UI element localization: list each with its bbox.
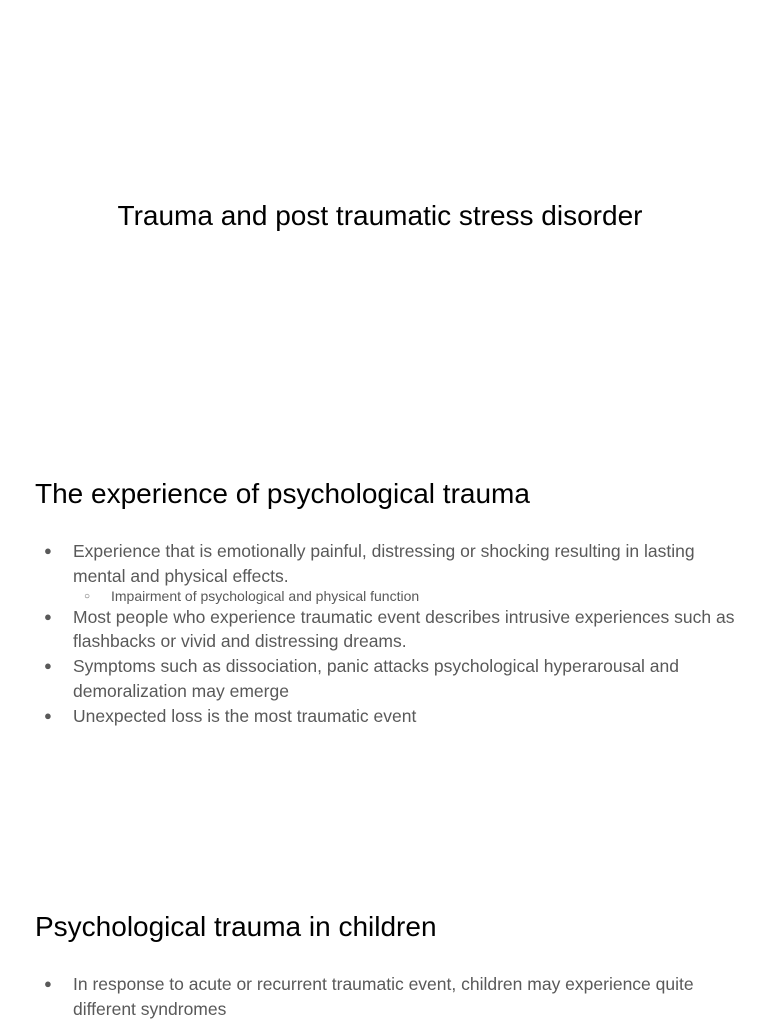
- slide-heading: The experience of psychological trauma: [35, 478, 530, 509]
- presentation-title: Trauma and post traumatic stress disorder: [117, 200, 643, 231]
- bullet-dot-icon: ●: [44, 543, 52, 558]
- bullet-dot-icon: ●: [44, 976, 52, 991]
- bullet-dot-icon: ●: [44, 608, 52, 624]
- sub-bullet-text: Impairment of psychological and physical function: [111, 587, 420, 604]
- bullet-text: Unexpected loss is the most traumatic event: [73, 705, 417, 726]
- slide-heading: Psychological trauma in children: [35, 911, 437, 942]
- bullet-text: Most people who experience traumatic event describes intrusive experiences such as flashbacks or vivid and distressing dreams.: [73, 606, 735, 652]
- bullet-dot-icon: ●: [44, 707, 52, 723]
- sub-bullet-ring-icon: ○: [84, 590, 91, 602]
- bullet-list: [0, 972, 768, 1022]
- bullet-text: In response to acute or recurrent traumatic event, children may experience quite different syndromes: [73, 974, 694, 1019]
- bullet-text: Symptoms such as dissociation, panic attacks psychological hyperarousal and demoralization may emerge: [73, 656, 680, 701]
- bullet-text: Experience that is emotionally painful, distressing or shocking resulting in lasting mental and physical effects.: [73, 541, 695, 586]
- bullet-dot-icon: ●: [44, 658, 52, 674]
- bullet-item: [0, 972, 768, 1022]
